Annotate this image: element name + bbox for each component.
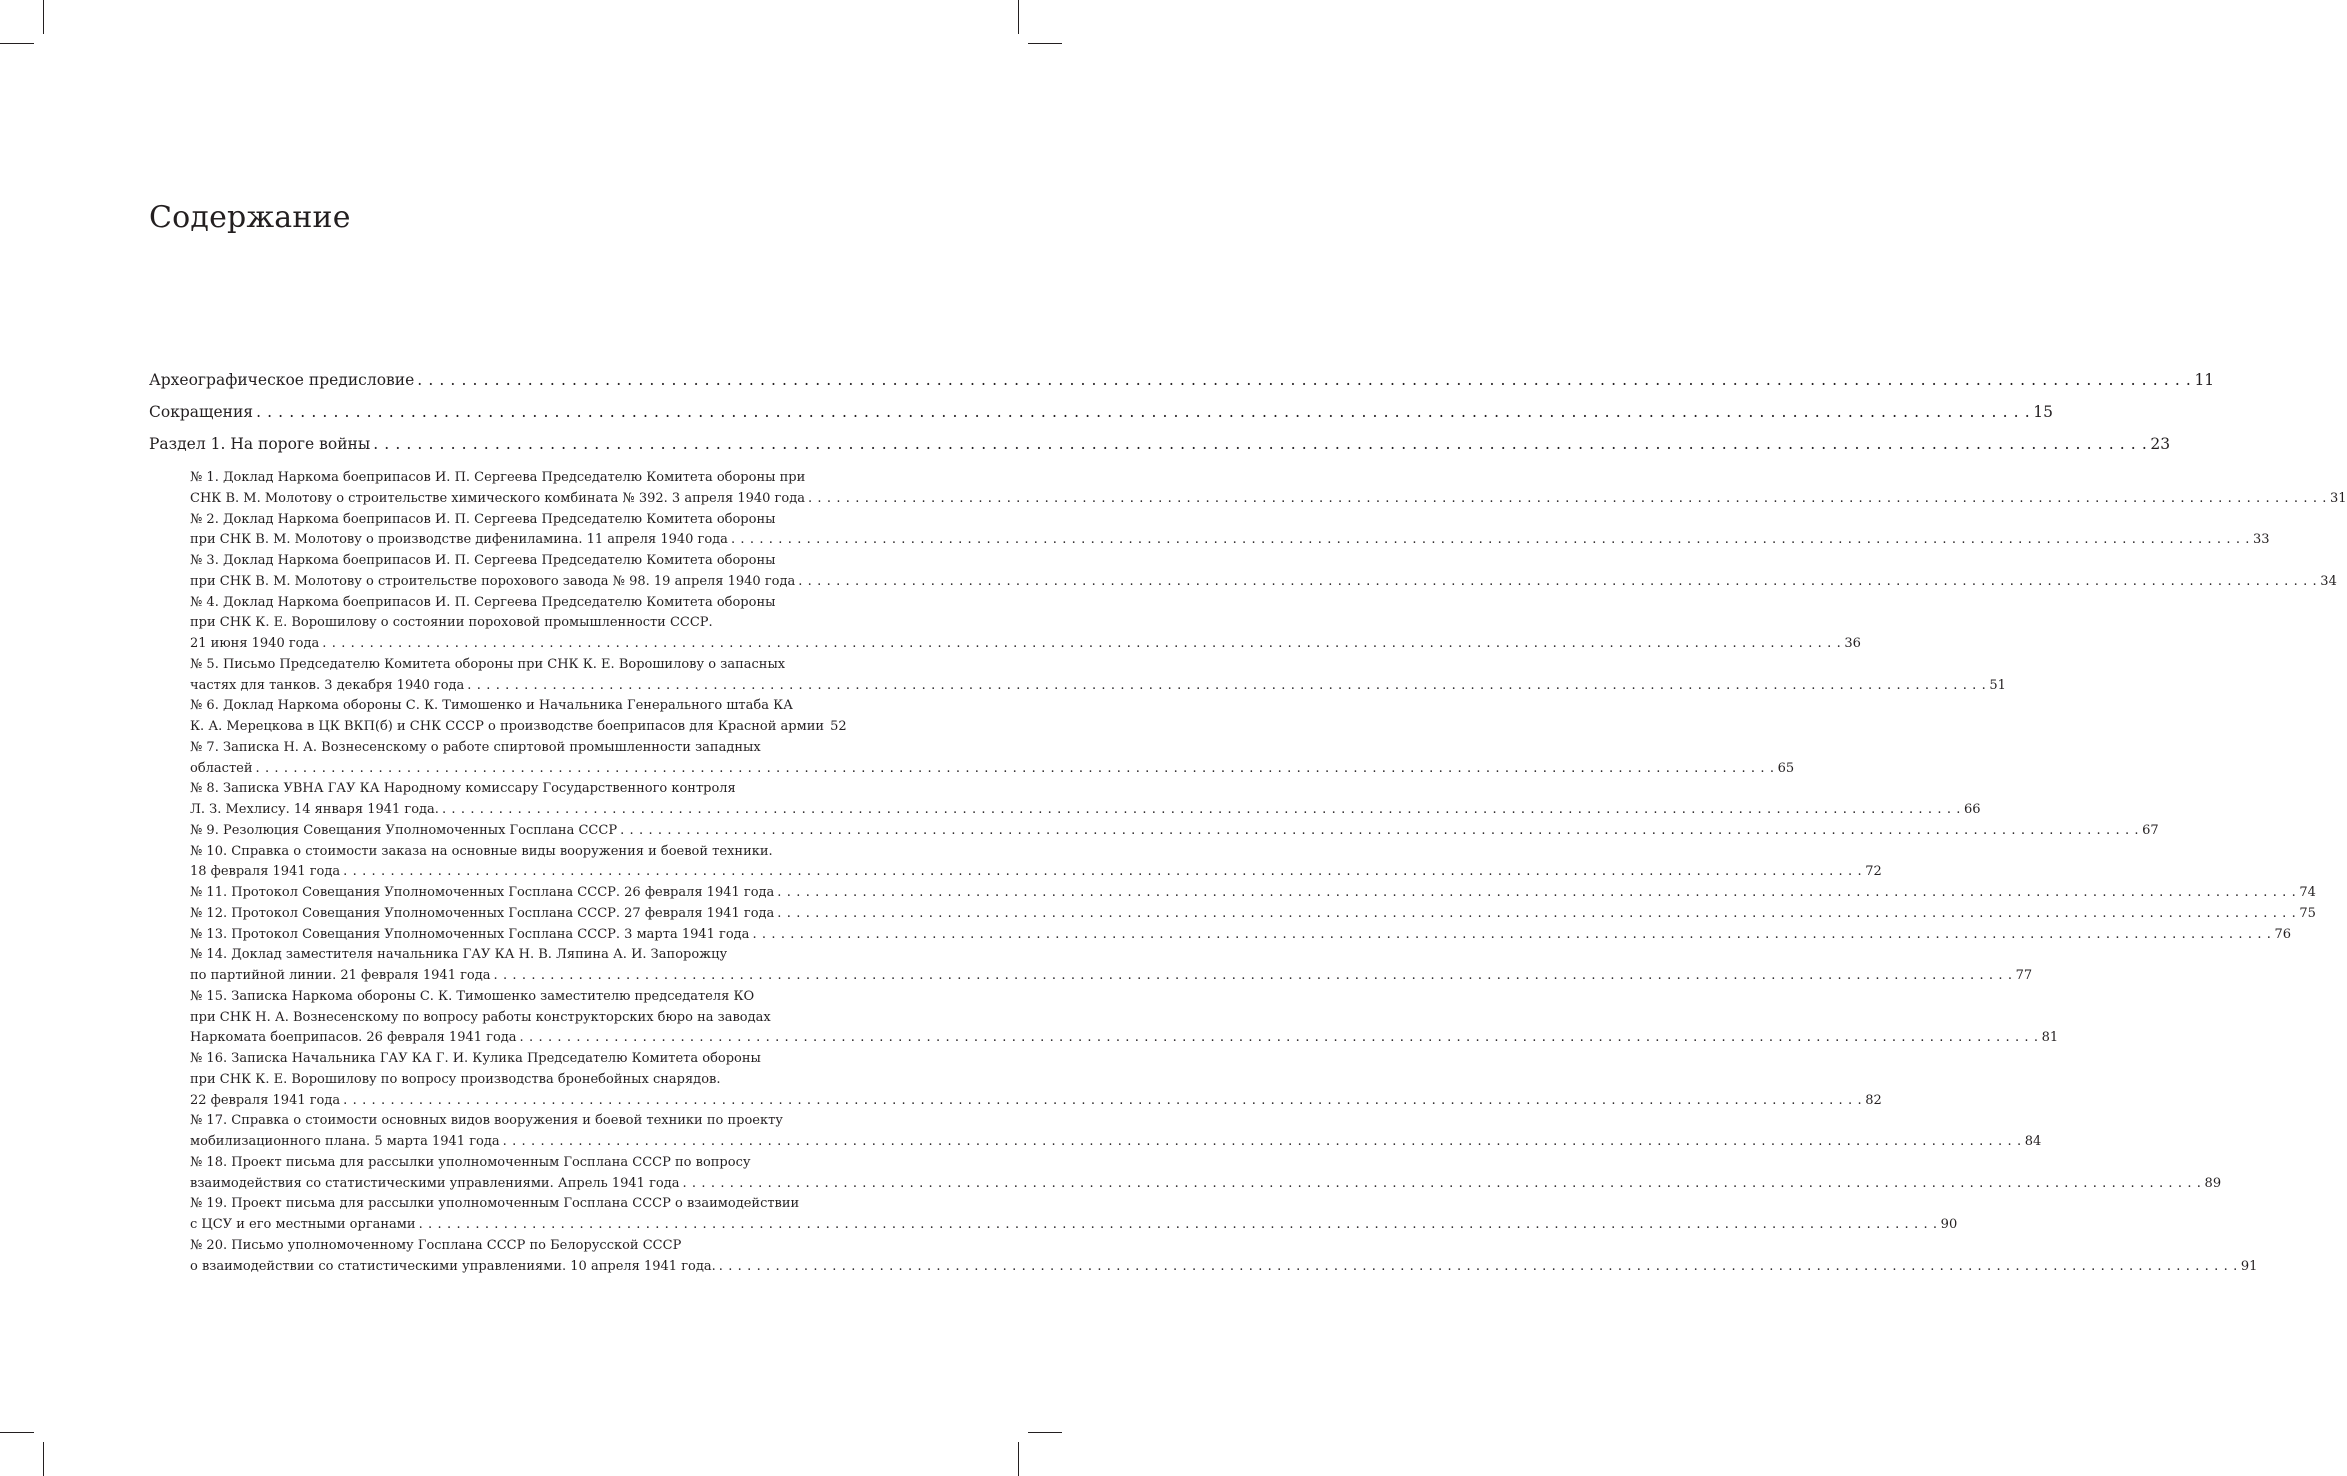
toc-document-line <box>190 1070 835 1091</box>
toc-document-text: мобилизационного плана. 5 марта 1941 года <box>190 1134 500 1149</box>
leader-dots <box>442 800 1961 821</box>
toc-document-text: 21 июня 1940 года <box>190 636 320 651</box>
toc-page-number: 90 <box>1940 1217 1958 1232</box>
toc-document-line <box>190 966 2033 987</box>
toc-document-text: № 14. Доклад заместителя начальника ГАУ КА Н. В. Ляпина А. И. Запорожцу <box>190 947 728 963</box>
toc-document-line <box>190 987 835 1008</box>
toc-page-number: 34 <box>2320 573 2337 589</box>
toc-section-entry[interactable] <box>149 396 2053 428</box>
toc-page-number: 65 <box>1777 760 1795 776</box>
toc-document-entry[interactable] <box>190 945 2033 987</box>
toc-page-number: 74 <box>2299 885 2316 900</box>
toc-document-line <box>190 1028 2059 1049</box>
toc-document-line <box>190 655 835 676</box>
toc-document-text: № 9. Резолюция Совещания Уполномоченных Госплана СССР <box>190 822 618 838</box>
toc-document-text: № 12. Протокол Совещания Уполномоченных Госплана СССР. 27 февраля 1941 года <box>190 905 775 921</box>
toc-document-line <box>190 1049 835 1070</box>
toc-document-line <box>190 634 1861 655</box>
toc-document-line <box>190 489 2347 510</box>
toc-page-number: 36 <box>1844 636 1861 651</box>
leader-dots <box>256 759 1775 780</box>
toc-document-line <box>190 1091 1882 1112</box>
toc-document-line <box>190 862 1882 883</box>
toc-document-text: № 17. Справка о стоимости основных видов вооружения и боевой техники по проекту <box>190 1113 783 1129</box>
toc-document-entry[interactable] <box>190 779 1981 821</box>
toc-document-text: К. А. Мерецкова в ЦК ВКП(б) и СНК СССР о производстве боеприпасов для Красной армии <box>190 719 825 734</box>
toc-document-text: № 19. Проект письма для рассылки уполномоченным Госплана СССР о взаимодействии <box>190 1196 800 1212</box>
page-title: Содержание <box>149 200 351 235</box>
toc-page-number: 11 <box>2194 371 2215 389</box>
toc-document-text: по партийной линии. 21 февраля 1941 года <box>190 968 491 983</box>
toc-document-entry[interactable] <box>190 696 847 738</box>
toc-document-entry[interactable] <box>190 551 2337 593</box>
toc-page-number: 72 <box>1865 864 1882 880</box>
toc-section-label: Археографическое предисловие <box>149 371 415 389</box>
leader-dots <box>719 1257 2238 1278</box>
toc-document-entry[interactable] <box>190 738 1795 780</box>
toc-document-text: № 13. Протокол Совещания Уполномоченных Госплана СССР. 3 марта 1941 года <box>190 926 750 942</box>
toc-section-entry[interactable] <box>149 364 2215 396</box>
toc-document-text: № 11. Протокол Совещания Уполномоченных Госплана СССР. 26 февраля 1941 года <box>190 885 775 900</box>
toc-page-number: 33 <box>2253 532 2270 548</box>
leader-dots <box>343 862 1862 883</box>
leader-dots <box>373 428 2147 460</box>
toc-page-number: 89 <box>2204 1175 2222 1191</box>
toc-section-entry[interactable] <box>149 428 2171 460</box>
toc-document-line <box>190 883 2316 904</box>
toc-documents <box>149 468 2347 1277</box>
toc-document-text: при СНК К. Е. Ворошилову по вопросу производства бронебойных снарядов. <box>190 1071 721 1087</box>
leader-dots <box>752 925 2271 946</box>
leader-dots <box>494 966 2013 987</box>
toc-document-entry[interactable] <box>190 1111 2042 1153</box>
toc-document-entry[interactable] <box>190 1194 1958 1236</box>
leader-dots <box>467 676 1986 697</box>
toc-document-text: № 8. Записка УВНА ГАУ КА Народному комиссару Государственного контроля <box>190 781 736 797</box>
toc-document-entry[interactable] <box>190 1049 1882 1111</box>
toc-document-text: при СНК К. Е. Ворошилову о состоянии пороховой промышленности СССР. <box>190 615 713 631</box>
toc-document-line <box>190 593 835 614</box>
toc-document-line <box>190 1236 835 1257</box>
crop-mark <box>1028 43 1062 44</box>
toc-document-line <box>190 1257 2258 1278</box>
toc-page-number: 84 <box>2024 1134 2042 1149</box>
crop-mark <box>1028 1432 1062 1433</box>
toc-document-text: № 4. Доклад Наркома боеприпасов И. П. Сергеева Председателю Комитета обороны <box>190 594 776 610</box>
toc-document-text: с ЦСУ и его местными органами <box>190 1217 416 1232</box>
toc-document-text: при СНК Н. А. Вознесенскому по вопросу работы конструкторских бюро на заводах <box>190 1009 771 1025</box>
toc-document-text: № 2. Доклад Наркома боеприпасов И. П. Сергеева Председателю Комитета обороны <box>190 511 776 527</box>
toc-document-line <box>190 738 835 759</box>
toc-document-text: № 3. Доклад Наркома боеприпасов И. П. Сергеева Председателю Комитета обороны <box>190 553 776 568</box>
toc-document-line <box>190 510 835 531</box>
toc-document-line <box>190 1215 1958 1236</box>
crop-mark <box>0 43 34 44</box>
leader-dots <box>343 1091 1862 1112</box>
leader-dots <box>682 1174 2201 1195</box>
toc-document-text: 22 февраля 1941 года <box>190 1092 341 1108</box>
toc-document-text: 18 февраля 1941 года <box>190 864 341 880</box>
toc-sections <box>149 364 2215 460</box>
leader-dots <box>520 1028 2039 1049</box>
toc-document-line <box>190 530 2270 551</box>
toc-document-text: № 15. Записка Наркома обороны С. К. Тимошенко заместителю председателя КО <box>190 988 755 1004</box>
toc-document-text: при СНК В. М. Молотову о строительстве порохового завода № 98. 19 апреля 1940 года <box>190 573 796 589</box>
toc-document-line <box>190 1194 835 1215</box>
toc-document-text: Наркомата боеприпасов. 26 февраля 1941 года <box>190 1030 517 1046</box>
leader-dots <box>731 530 2250 551</box>
toc-document-line <box>190 1008 835 1029</box>
toc-document-text: № 5. Письмо Председателю Комитета обороны при СНК К. Е. Ворошилову о запасных <box>190 656 786 672</box>
crop-mark <box>43 1442 44 1476</box>
toc-page-number: 31 <box>2330 490 2347 506</box>
leader-dots <box>808 489 2327 510</box>
leader-dots <box>503 1132 2022 1153</box>
toc-document-entry[interactable] <box>190 1153 2222 1195</box>
toc-page-number: 91 <box>2240 1258 2258 1274</box>
toc-section-label: Раздел 1. На пороге войны <box>149 435 371 453</box>
toc-page-number: 81 <box>2041 1030 2059 1046</box>
toc-document-text: № 10. Справка о стоимости заказа на основные виды вооружения и боевой техники. <box>190 843 773 859</box>
toc-document-entry[interactable] <box>190 883 2316 904</box>
toc-document-entry[interactable] <box>190 510 2270 552</box>
toc-page-number: 77 <box>2015 968 2033 983</box>
toc-page-number: 66 <box>1964 802 1981 817</box>
toc-page-number: 23 <box>2150 435 2171 453</box>
toc-document-line <box>190 676 2006 697</box>
toc-page-number: 76 <box>2274 926 2292 942</box>
toc-document-entry[interactable] <box>190 925 2292 946</box>
toc-document-line <box>190 696 835 717</box>
crop-mark <box>1018 0 1019 34</box>
toc-document-entry[interactable] <box>190 593 1861 655</box>
leader-dots <box>256 396 2030 428</box>
toc-document-text: при СНК В. М. Молотову о производстве дифениламина. 11 апреля 1940 года <box>190 532 728 548</box>
toc-document-text: № 7. Записка Н. А. Вознесенскому о работе спиртовой промышленности западных <box>190 739 761 755</box>
leader-dots <box>620 821 2139 842</box>
crop-mark <box>0 1432 34 1433</box>
toc-document-entry[interactable] <box>190 655 2006 697</box>
toc-document-line <box>190 1111 835 1132</box>
toc-document-text: № 6. Доклад Наркома обороны С. К. Тимошенко и Начальника Генерального штаба КА <box>190 698 793 714</box>
toc-document-text: № 18. Проект письма для рассылки уполномоченным Госплана СССР по вопросу <box>190 1154 751 1170</box>
toc-document-line <box>190 945 835 966</box>
toc-document-entry[interactable] <box>190 904 2316 925</box>
leader-dots <box>777 904 2296 925</box>
toc-document-text: Л. З. Мехлису. 14 января 1941 года. <box>190 802 439 817</box>
toc-document-line <box>190 759 1795 780</box>
toc-document-line <box>190 468 835 489</box>
toc-document-line <box>190 717 847 738</box>
toc-section-label: Сокращения <box>149 403 254 421</box>
toc-document-text: взаимодействия со статистическими управлениями. Апрель 1941 года <box>190 1175 680 1191</box>
crop-mark <box>43 0 44 34</box>
toc-document-line <box>190 821 2159 842</box>
toc-page-number: 75 <box>2299 905 2316 921</box>
toc-document-entry[interactable] <box>190 821 2159 842</box>
toc-document-entry[interactable] <box>190 987 2059 1049</box>
toc-page-number: 51 <box>1989 677 2006 693</box>
toc-document-line <box>190 1132 2042 1153</box>
table-of-contents <box>149 364 2347 1277</box>
leader-dots <box>798 572 2317 593</box>
toc-document-text: № 20. Письмо уполномоченному Госплана СССР по Белорусской СССР <box>190 1237 682 1253</box>
toc-page-number: 82 <box>1865 1092 1882 1108</box>
leader-dots <box>322 634 1841 655</box>
leader-dots <box>417 364 2191 396</box>
toc-document-line <box>190 925 2292 946</box>
toc-document-text: № 1. Доклад Наркома боеприпасов И. П. Сергеева Председателю Комитета обороны при <box>190 470 806 485</box>
toc-document-line <box>190 613 835 634</box>
toc-page-number: 52 <box>830 719 847 734</box>
toc-document-text: СНК В. М. Молотову о строительстве химического комбината № 392. 3 апреля 1940 года <box>190 490 805 506</box>
toc-document-text: частях для танков. 3 декабря 1940 года <box>190 677 465 693</box>
toc-document-text: областей <box>190 760 253 776</box>
toc-document-entry[interactable] <box>190 1236 2258 1278</box>
toc-document-line <box>190 1174 2222 1195</box>
toc-page-number: 15 <box>2033 403 2053 421</box>
toc-page-number: 67 <box>2142 822 2159 838</box>
toc-document-line <box>190 842 835 863</box>
toc-document-line <box>190 800 1981 821</box>
toc-document-line <box>190 779 835 800</box>
toc-document-entry[interactable] <box>190 842 1882 884</box>
leader-dots <box>419 1215 1938 1236</box>
toc-document-line <box>190 904 2316 925</box>
toc-document-line <box>190 551 835 572</box>
toc-document-text: о взаимодействии со статистическими управлениями. 10 апреля 1941 года. <box>190 1258 716 1274</box>
leader-dots <box>777 883 2296 904</box>
crop-mark <box>1018 1442 1019 1476</box>
toc-document-line <box>190 572 2337 593</box>
toc-document-text: № 16. Записка Начальника ГАУ КА Г. И. Кулика Председателю Комитета обороны <box>190 1051 761 1066</box>
toc-document-entry[interactable] <box>190 468 2347 510</box>
toc-document-line <box>190 1153 835 1174</box>
